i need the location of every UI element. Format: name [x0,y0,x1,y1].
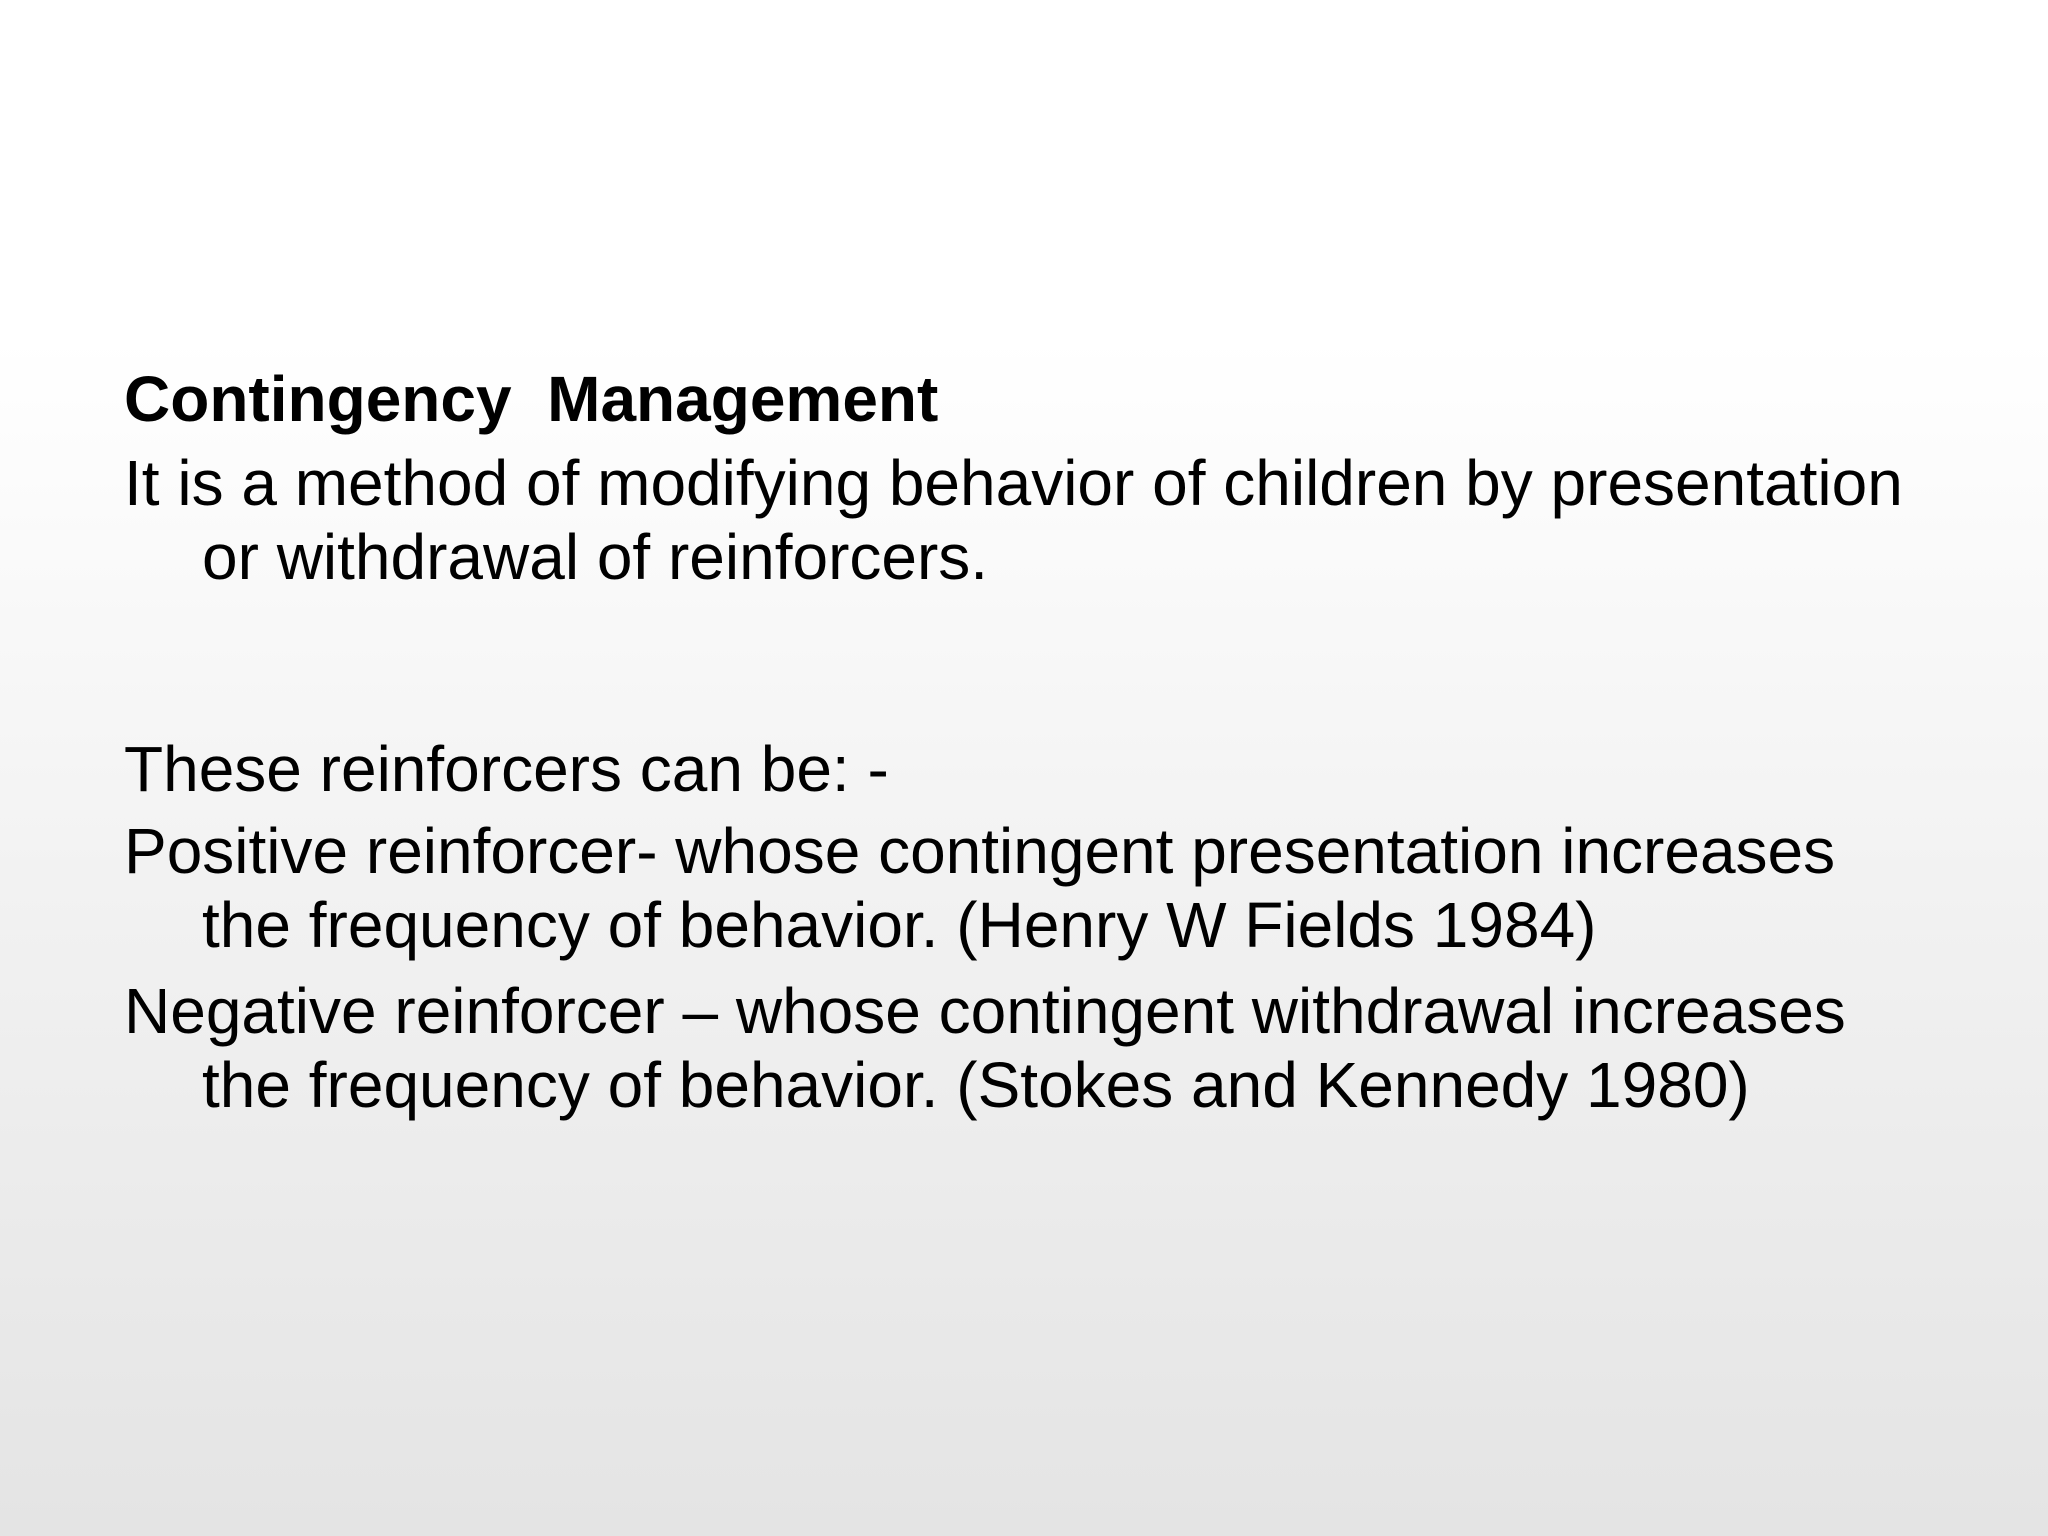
slide-body [124,360,1924,1134]
negative-reinforcer-paragraph: Negative reinforcer – whose contingent withdrawal increases the frequency of behavior. (Stokes and Kennedy 1980) [124,975,1846,1121]
paragraph-spacer [124,606,1924,732]
slide-heading: Contingency Management [124,363,939,435]
positive-reinforcer-paragraph: Positive reinforcer- whose contingent presentation increases the frequency of behavior. (Henry W Fields 1984) [124,815,1836,961]
definition-paragraph: It is a method of modifying behavior of children by presentation or withdrawal of reinforcers. [124,447,1903,593]
reinforcers-intro: These reinforcers can be: - [124,733,889,805]
